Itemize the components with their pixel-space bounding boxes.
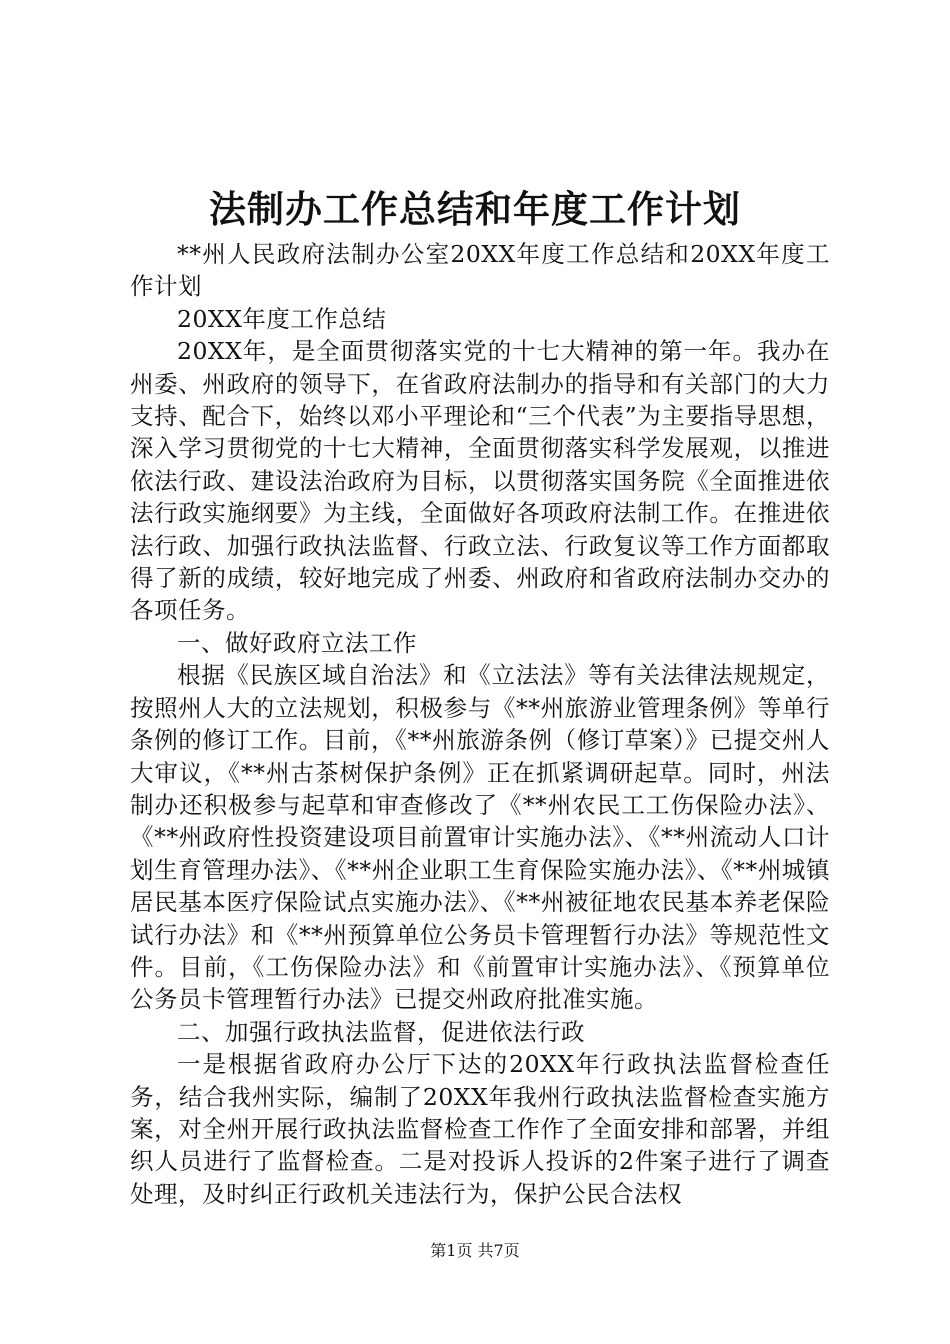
paragraph-heading-line: **州人民政府法制办公室20XX年度工作总结和20XX年度工作计划: [130, 240, 830, 301]
paragraph-section-two-heading: 二、加强行政执法监督，促进依法行政: [177, 1017, 585, 1046]
paragraph-section-one-body: 根据《民族区域自治法》和《立法法》等有关法律法规规定，按照州人大的立法规划，积极参与《**州旅游业管理条例》等单行条例的修订工作。目前，《**州旅游条例（修订草案）》已提交州人大审议，《**州古茶树保护条例》正在抓紧调研起草。同时，州法制办还积极参与起草和审查修改了《**州农民工工伤保险办法》、《**州政府性投资建设项目前置审计实施办法》、《**州流动人口计划生育管理办法》、《**州企业职工生育保险实施办法》、《**州城镇居民基本医疗保险试点实施办法》、《**州被征地农民基本养老保险试行办法》和《**州预算单位公务员卡管理暂行办法》等规范性文件。目前，《工伤保险办法》和《前置审计实施办法》、《预算单位公务员卡管理暂行办法》已提交州政府批准实施。: [130, 661, 830, 1014]
document-body: [130, 238, 830, 1210]
paragraph-summary-intro: 20XX年，是全面贯彻落实党的十七大精神的第一年。我办在州委、州政府的领导下，在省政府法制办的指导和有关部门的大力支持、配合下，始终以邓小平理论和“三个代表”为主要指导思想，深入学习贯彻党的十七大精神，全面贯彻落实科学发展观，以推进依法行政、建设法治政府为目标，以贯彻落实国务院《全面推进依法行政实施纲要》为主线，全面做好各项政府法制工作。在推进依法行政、加强行政执法监督、行政立法、行政复议等工作方面都取得了新的成绩，较好地完成了州委、州政府和省政府法制办交办的各项任务。: [130, 337, 830, 625]
paragraph-section-two-body: 一是根据省政府办公厅下达的20XX年行政执法监督检查任务，结合我州实际，编制了20XX年我州行政执法监督检查实施方案，对全州开展行政执法监督检查工作作了全面安排和部署，并组织人员进行了监督检查。二是对投诉人投诉的2件案子进行了调查处理，及时纠正行政机关违法行为，保护公民合法权: [130, 1050, 830, 1208]
paragraph-section-title: 20XX年度工作总结: [177, 304, 387, 333]
paragraph-section-one-heading: 一、做好政府立法工作: [177, 628, 417, 657]
document-title: 法制办工作总结和年度工作计划: [209, 187, 741, 231]
page-footer: 第1页 共7页: [430, 1241, 520, 1260]
